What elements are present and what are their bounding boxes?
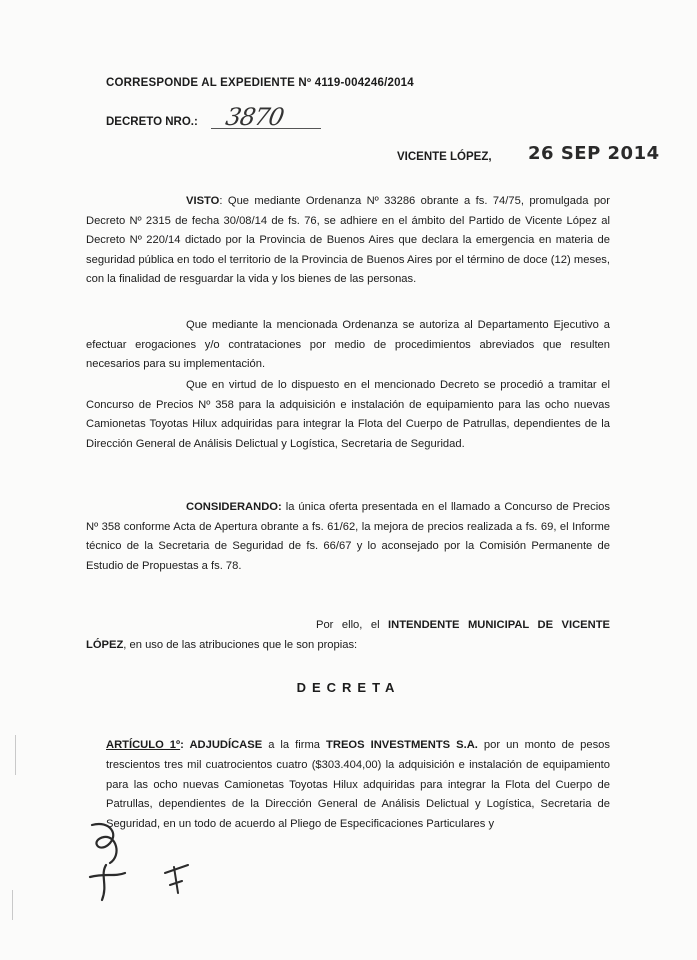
considerando-paragraph: [86, 498, 610, 576]
articulo-1-paragraph: ARTÍCULO 1º: ADJUDÍCASE a la firma TREOS INVESTMENTS S.A. por un monto de pesos trescientos tres mil cuatrocientos cuatro ($303.404,00) la adquisición e instalación de equipamiento para las ocho nuevas Camionetas Toyotas Hilux adquiridas para integrar la Flota del Cuerpo de Patrullas, dependientes de la Dirección General de Análisis Delictual y Logística, Secretaria de Seguridad, en un todo de acuerdo al Pliego de Especificaciones Particulares y: [106, 739, 610, 831]
considerando-text: la única oferta presentada en el llamado a Concurso de Precios Nº 358 conforme Acta de Apertura obrante a fs. 61/62, la mejora de precios realizada a fs. 69, el Informe técnico de la Secretaria de Seguridad de fs. 66/67 y lo aconsejado por la Comisión Permanente de Estudio de Propuestas a fs. 78.: [86, 501, 610, 572]
decreta-heading: DECRETA: [296, 680, 401, 695]
decreto-label: DECRETO NRO.:: [106, 116, 198, 128]
articulo-1-label: ARTÍCULO 1º: [106, 739, 181, 751]
visto-paragraph-3: Que en virtud de lo dispuesto en el mencionado Decreto se procedió a tramitar el Concurso de Precios Nº 358 para la adquisición e instalación de equipamiento para las ocho nuevas Camionetas Toyotas Hilux adquiridas para integrar la Flota del Cuerpo de Patrullas, dependientes de la Dirección General de Análisis Delictual y Logística, Secretaria de Seguridad.: [86, 379, 610, 450]
considerando-label: CONSIDERANDO:: [186, 501, 282, 513]
date-stamp: 26 SEP 2014: [528, 143, 660, 164]
adjudicase-word: ADJUDÍCASE: [189, 739, 263, 751]
por-ello-text-1: Por ello, el: [316, 619, 389, 631]
scan-margin-mark: [15, 735, 16, 775]
decreto-number-handwritten: 3870: [223, 103, 286, 131]
city-label: VICENTE LÓPEZ,: [397, 151, 492, 163]
handwritten-signature: [70, 815, 210, 915]
por-ello-text-2: , en uso de las atribuciones que le son propias:: [123, 638, 358, 651]
visto-paragraph-2: Que mediante la mencionada Ordenanza se autoriza al Departamento Ejecutivo a efectuar erogaciones y/o contrataciones por medio de procedimientos abreviados que resulten necesarios para su implementación.: [86, 319, 610, 371]
intendente-label: INTENDENTE MUNICIPAL DE VICENTE LÓPEZ: [86, 619, 611, 651]
por-ello-paragraph: [86, 616, 610, 655]
articulo-1-text-1: a la firma: [262, 739, 327, 751]
visto-text: : Que mediante Ordenanza Nº 33286 obrante a fs. 74/75, promulgada por Decreto Nº 2315 de fecha 30/08/14 de fs. 76, se adhiere en el ámbito del Partido de Vicente López al Decreto Nº 220/14 dictado por la Provincia de Buenos Aires que declara la emergencia en materia de seguridad pública en todo el territorio de la Provincia de Buenos Aires por el término de doce (12) meses, con la finalidad de resguardar la vida y los bienes de las personas.: [86, 195, 610, 286]
expediente-reference: CORRESPONDE AL EXPEDIENTE Nº 4119-004246/2014: [106, 77, 414, 89]
visto-paragraph: [86, 192, 610, 290]
company-name: TREOS INVESTMENTS S.A.: [326, 739, 478, 751]
scan-margin-mark-2: [12, 890, 13, 920]
articulo-1-text-2: por un monto de pesos trescientos tres mil cuatrocientos cuatro ($303.404,00) la adquisición e instalación de equipamiento para las ocho nuevas Camionetas Toyotas Hilux adquiridas para integrar la Flota del Cuerpo de Patrullas, dependientes de la Dirección General de Análisis Delictual y Logística, Secretaria de Seguridad, en un todo de acuerdo al Pliego de Especificaciones Particulares y: [106, 739, 610, 831]
visto-label: VISTO: [186, 195, 220, 207]
